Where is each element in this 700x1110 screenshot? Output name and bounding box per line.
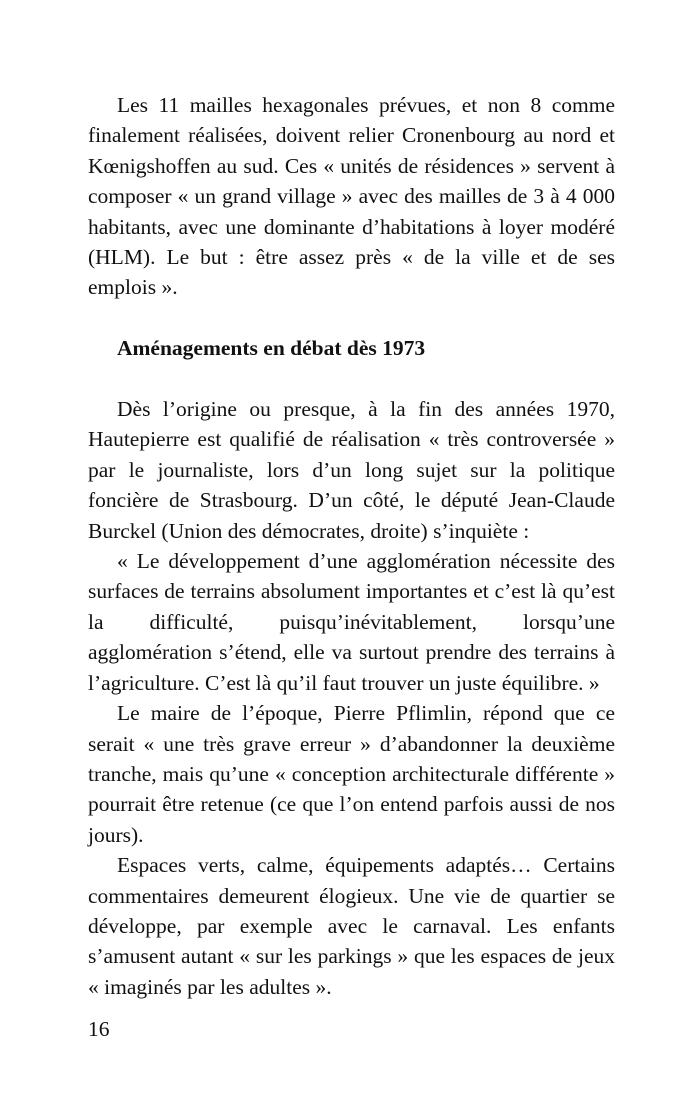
paragraph-pflimlin: Le maire de l’époque, Pierre Pflimlin, répond que ce serait « une très grave erreur » d’abandonner la deuxième tranche, mais qu’une « conception architecturale différente » pourrait être retenue (ce que l’on entend parfois aussi de nos jours). [88,701,615,847]
section-gap [88,303,615,333]
paragraph-quote-burckel: « Le développement d’une agglomération nécessite des surfaces de terrains absolument importantes et c’est là qu’est la difficulté, puisqu’inévitablement, lorsqu’une agglomération s’étend, elle va surtout prendre des terrains à l’agriculture. C’est là qu’il faut trouver un juste équilibre. » [88,549,615,695]
page-number: 16 [88,1017,110,1041]
section-gap [88,364,615,394]
paragraph-origins: Dès l’origine ou presque, à la fin des années 1970, Hautepierre est qualifié de réalisation « très controversée » par le journaliste, lors d’un long sujet sur la politique foncière de Strasbourg. D’un côté, le député Jean-Claude Burckel (Union des démocrates, droite) s’inquiète : [88,397,615,543]
paragraph-quartier-life: Espaces verts, calme, équipements adaptés… Certains commentaires demeurent élogieux. Une vie de quartier se développe, par exemple avec le carnaval. Les enfants s’amusent autant « sur les parkings » que les espaces de jeux « imaginés par les adultes ». [88,853,615,999]
paragraph-hexagonal-mailles: Les 11 mailles hexagonales prévues, et non 8 comme finalement réalisées, doivent relier Cronenbourg au nord et Kœnigshoffen au sud. Ces « unités de résidences » servent à composer « un grand village » avec des mailles de 3 à 4 000 habitants, avec une dominante d’habitations à loyer modéré (HLM). Le but : être assez près « de la ville et de ses emplois ». [88,93,615,300]
section-heading: Aménagements en débat dès 1973 [117,336,426,361]
page-text-block [88,90,615,1002]
